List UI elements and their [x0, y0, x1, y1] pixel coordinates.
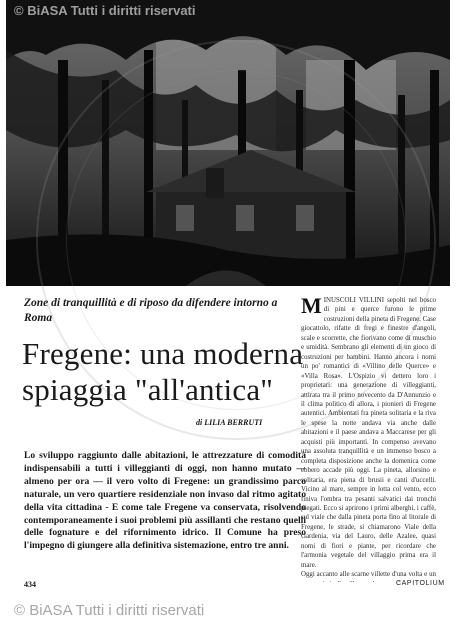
dropcap: M — [301, 296, 322, 318]
watermark-bottom: © BiASA Tutti i diritti riservati — [14, 602, 205, 619]
article-byline: di LILIA BERRUTI — [196, 418, 263, 427]
page-number: 434 — [24, 580, 36, 589]
pine-forest-villa-photo — [6, 0, 450, 286]
body-paragraph-2: Oggi accanto alle scarne villette d'una volta e un — [301, 571, 436, 579]
article-kicker: Zone di tranquillità e di riposo da difendere intorno a Roma — [24, 297, 278, 324]
article-body-column — [301, 296, 436, 582]
body-paragraph-1-text: INUSCOLI VILLINI sepolti nel bosco di pini e querce furono le prime costruzioni della pineta di Fregene. Case giocattolo, rifatte di fregi e finestre d'angoli, scale e scorrette, che fiorivano come di muschio e umidità. Sembrano gli elementi di un gioco di costruzioni per bambini. Hanno ancora i nomi un po' romantici di «Villino delle Querce» e «Villa Rosa». L'Ospizio vi dettero loro i proprietari: una generazione di villeggianti, attirata tra il primo novecento da D'Annunzio e il clima politico di allora, i pionieri di Fregene autentici. Ambientati fra pineta solitaria e la riva le spese la notte andava via anche dalle abitazioni e il paese andava a Maccarese per gli acquisti più importanti. In compenso avevano una assoluta tranquillità e un immenso bosco a completa disposizione anche la domenica come ebbero accade più oggi. La pineta, allorsino e solitaria, era piena di brusii e canti d'uccelli. Vicino al mare, sempre in lotta col vento, ecco finiva l'ombra tra pesanti salvatici dai tronchi piegati. Ecco si aprirono i primi alberghi, i caffè, sul viale che dalla pineta porta fino al litorale di Fregene, le strade, si chiamarono Viale della Gardenia, via del Lauro, delle Azalee, quasi nomi di fiori e piante, per ricordare che l'armonia vegetale del villaggio prima era il mare. — [301, 297, 436, 569]
magazine-name: CAPITOLIUM — [396, 580, 445, 587]
article-photo — [6, 0, 450, 286]
watermark-top: © BiASA Tutti i diritti riservati — [14, 3, 196, 18]
article-headline: Fregene: una moderna spiaggia "all'antica" — [22, 336, 304, 407]
article-lead-paragraph: Lo sviluppo raggiunto dalle abitazioni, le attrezzature di comodità indispensabili a tutti i villeggianti di oggi, non hanno mutato — almeno per ora — il vero volto di Fregene: un grandissimo parco naturale, un vero quartiere residenziale non invaso dal ritmo agitato della vita cittadina - E come tale Fregene va conservata, risolvendo contemporaneamente i suoi problemi più assillanti che restano quelli delle fognature e del rifornimento idrico. Il Comune ha preso l'impegno di giungere alla definitiva sistemazione, entro tre anni. — [24, 450, 306, 552]
body-paragraph-1 — [301, 296, 436, 570]
